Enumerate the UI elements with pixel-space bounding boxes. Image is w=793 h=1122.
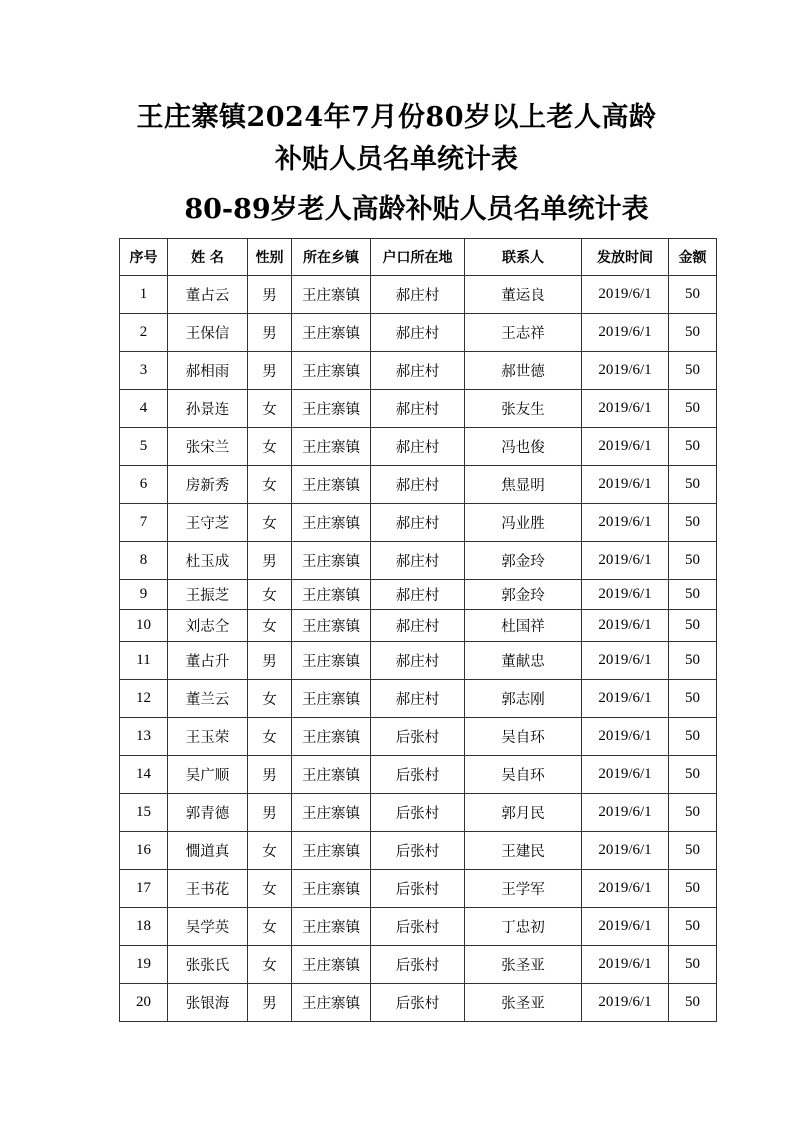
cell-issue-date: 2019/6/1 bbox=[582, 870, 669, 908]
cell-township: 王庄寨镇 bbox=[292, 946, 371, 984]
cell-name: 王保信 bbox=[168, 314, 248, 352]
cell-issue-date: 2019/6/1 bbox=[582, 718, 669, 756]
cell-name: 王书花 bbox=[168, 870, 248, 908]
cell-registered-residence: 后张村 bbox=[371, 794, 465, 832]
cell-township: 王庄寨镇 bbox=[292, 542, 371, 580]
table-row bbox=[120, 390, 717, 428]
cell-name: 董占云 bbox=[168, 276, 248, 314]
cell-gender: 女 bbox=[248, 466, 292, 504]
cell-registered-residence: 郝庄村 bbox=[371, 466, 465, 504]
cell-registered-residence: 后张村 bbox=[371, 870, 465, 908]
cell-amount: 50 bbox=[669, 610, 717, 642]
cell-registered-residence: 后张村 bbox=[371, 832, 465, 870]
table-row bbox=[120, 428, 717, 466]
cell-issue-date: 2019/6/1 bbox=[582, 642, 669, 680]
cell-township: 王庄寨镇 bbox=[292, 390, 371, 428]
cell-index: 1 bbox=[120, 276, 168, 314]
cell-issue-date: 2019/6/1 bbox=[582, 542, 669, 580]
cell-amount: 50 bbox=[669, 946, 717, 984]
cell-registered-residence: 郝庄村 bbox=[371, 504, 465, 542]
table-row bbox=[120, 314, 717, 352]
table-row bbox=[120, 466, 717, 504]
cell-index: 4 bbox=[120, 390, 168, 428]
header-registered-residence: 户口所在地 bbox=[371, 239, 465, 276]
header-issue-date: 发放时间 bbox=[582, 239, 669, 276]
cell-gender: 女 bbox=[248, 610, 292, 642]
cell-contact: 董运良 bbox=[465, 276, 582, 314]
cell-amount: 50 bbox=[669, 718, 717, 756]
cell-index: 7 bbox=[120, 504, 168, 542]
cell-amount: 50 bbox=[669, 276, 717, 314]
cell-township: 王庄寨镇 bbox=[292, 314, 371, 352]
cell-index: 10 bbox=[120, 610, 168, 642]
table-row bbox=[120, 908, 717, 946]
table-row bbox=[120, 276, 717, 314]
cell-gender: 男 bbox=[248, 984, 292, 1022]
header-name: 姓 名 bbox=[168, 239, 248, 276]
cell-name: 王守芝 bbox=[168, 504, 248, 542]
cell-registered-residence: 郝庄村 bbox=[371, 428, 465, 466]
cell-township: 王庄寨镇 bbox=[292, 580, 371, 610]
cell-township: 王庄寨镇 bbox=[292, 832, 371, 870]
cell-gender: 女 bbox=[248, 870, 292, 908]
cell-gender: 女 bbox=[248, 718, 292, 756]
cell-index: 13 bbox=[120, 718, 168, 756]
cell-registered-residence: 后张村 bbox=[371, 908, 465, 946]
cell-township: 王庄寨镇 bbox=[292, 642, 371, 680]
cell-issue-date: 2019/6/1 bbox=[582, 390, 669, 428]
cell-gender: 女 bbox=[248, 946, 292, 984]
table-row bbox=[120, 542, 717, 580]
table-row bbox=[120, 832, 717, 870]
cell-name: 董兰云 bbox=[168, 680, 248, 718]
cell-township: 王庄寨镇 bbox=[292, 610, 371, 642]
table-row bbox=[120, 680, 717, 718]
cell-amount: 50 bbox=[669, 542, 717, 580]
cell-issue-date: 2019/6/1 bbox=[582, 580, 669, 610]
cell-gender: 男 bbox=[248, 352, 292, 390]
cell-index: 6 bbox=[120, 466, 168, 504]
cell-index: 12 bbox=[120, 680, 168, 718]
cell-registered-residence: 郝庄村 bbox=[371, 642, 465, 680]
cell-contact: 焦显明 bbox=[465, 466, 582, 504]
cell-gender: 男 bbox=[248, 542, 292, 580]
cell-name: 郝相雨 bbox=[168, 352, 248, 390]
cell-gender: 女 bbox=[248, 832, 292, 870]
cell-contact: 丁忠初 bbox=[465, 908, 582, 946]
table-row bbox=[120, 642, 717, 680]
header-amount: 金额 bbox=[669, 239, 717, 276]
cell-registered-residence: 郝庄村 bbox=[371, 680, 465, 718]
table-row bbox=[120, 580, 717, 610]
cell-index: 2 bbox=[120, 314, 168, 352]
cell-registered-residence: 郝庄村 bbox=[371, 276, 465, 314]
table-header-row bbox=[120, 239, 717, 276]
cell-contact: 董献忠 bbox=[465, 642, 582, 680]
cell-name: 张宋兰 bbox=[168, 428, 248, 466]
cell-index: 19 bbox=[120, 946, 168, 984]
cell-gender: 男 bbox=[248, 794, 292, 832]
cell-contact: 张圣亚 bbox=[465, 984, 582, 1022]
document-title-line2: 补贴人员名单统计表 bbox=[275, 144, 518, 175]
cell-amount: 50 bbox=[669, 794, 717, 832]
cell-amount: 50 bbox=[669, 466, 717, 504]
cell-contact: 郭志刚 bbox=[465, 680, 582, 718]
cell-contact: 郭月民 bbox=[465, 794, 582, 832]
header-index: 序号 bbox=[120, 239, 168, 276]
cell-issue-date: 2019/6/1 bbox=[582, 680, 669, 718]
cell-amount: 50 bbox=[669, 680, 717, 718]
table-row bbox=[120, 718, 717, 756]
cell-contact: 郝世德 bbox=[465, 352, 582, 390]
cell-issue-date: 2019/6/1 bbox=[582, 504, 669, 542]
cell-index: 20 bbox=[120, 984, 168, 1022]
cell-name: 憪道真 bbox=[168, 832, 248, 870]
cell-contact: 郭金玲 bbox=[465, 542, 582, 580]
cell-index: 3 bbox=[120, 352, 168, 390]
cell-township: 王庄寨镇 bbox=[292, 276, 371, 314]
cell-name: 王振芝 bbox=[168, 580, 248, 610]
cell-township: 王庄寨镇 bbox=[292, 984, 371, 1022]
table-row bbox=[120, 870, 717, 908]
cell-amount: 50 bbox=[669, 580, 717, 610]
cell-index: 8 bbox=[120, 542, 168, 580]
cell-registered-residence: 郝庄村 bbox=[371, 542, 465, 580]
table-row bbox=[120, 610, 717, 642]
cell-gender: 男 bbox=[248, 314, 292, 352]
cell-name: 吴学英 bbox=[168, 908, 248, 946]
cell-issue-date: 2019/6/1 bbox=[582, 946, 669, 984]
header-gender: 性别 bbox=[248, 239, 292, 276]
cell-township: 王庄寨镇 bbox=[292, 466, 371, 504]
cell-registered-residence: 后张村 bbox=[371, 946, 465, 984]
cell-issue-date: 2019/6/1 bbox=[582, 428, 669, 466]
cell-gender: 男 bbox=[248, 642, 292, 680]
cell-registered-residence: 后张村 bbox=[371, 984, 465, 1022]
cell-registered-residence: 郝庄村 bbox=[371, 580, 465, 610]
cell-registered-residence: 郝庄村 bbox=[371, 390, 465, 428]
cell-amount: 50 bbox=[669, 984, 717, 1022]
table-row bbox=[120, 352, 717, 390]
cell-gender: 女 bbox=[248, 680, 292, 718]
cell-index: 5 bbox=[120, 428, 168, 466]
cell-gender: 男 bbox=[248, 276, 292, 314]
cell-amount: 50 bbox=[669, 756, 717, 794]
cell-amount: 50 bbox=[669, 642, 717, 680]
cell-issue-date: 2019/6/1 bbox=[582, 276, 669, 314]
cell-name: 孙景连 bbox=[168, 390, 248, 428]
cell-index: 14 bbox=[120, 756, 168, 794]
cell-index: 9 bbox=[120, 580, 168, 610]
cell-name: 郭青德 bbox=[168, 794, 248, 832]
cell-contact: 王学军 bbox=[465, 870, 582, 908]
cell-name: 张张氏 bbox=[168, 946, 248, 984]
table-row bbox=[120, 984, 717, 1022]
cell-issue-date: 2019/6/1 bbox=[582, 756, 669, 794]
cell-township: 王庄寨镇 bbox=[292, 794, 371, 832]
cell-amount: 50 bbox=[669, 352, 717, 390]
cell-issue-date: 2019/6/1 bbox=[582, 352, 669, 390]
table-row bbox=[120, 794, 717, 832]
table-body bbox=[120, 276, 717, 1022]
cell-amount: 50 bbox=[669, 504, 717, 542]
cell-contact: 吴自环 bbox=[465, 718, 582, 756]
subsidy-roster-table bbox=[119, 238, 717, 1022]
cell-gender: 女 bbox=[248, 390, 292, 428]
cell-gender: 女 bbox=[248, 908, 292, 946]
cell-name: 王玉荣 bbox=[168, 718, 248, 756]
table-row bbox=[120, 946, 717, 984]
cell-index: 11 bbox=[120, 642, 168, 680]
table-row bbox=[120, 756, 717, 794]
cell-issue-date: 2019/6/1 bbox=[582, 610, 669, 642]
cell-township: 王庄寨镇 bbox=[292, 756, 371, 794]
table-row bbox=[120, 504, 717, 542]
cell-registered-residence: 郝庄村 bbox=[371, 352, 465, 390]
cell-contact: 郭金玲 bbox=[465, 580, 582, 610]
cell-issue-date: 2019/6/1 bbox=[582, 984, 669, 1022]
cell-name: 董占升 bbox=[168, 642, 248, 680]
cell-township: 王庄寨镇 bbox=[292, 870, 371, 908]
cell-registered-residence: 后张村 bbox=[371, 756, 465, 794]
cell-contact: 吴自环 bbox=[465, 756, 582, 794]
cell-registered-residence: 郝庄村 bbox=[371, 610, 465, 642]
cell-name: 张银海 bbox=[168, 984, 248, 1022]
cell-contact: 杜国祥 bbox=[465, 610, 582, 642]
cell-amount: 50 bbox=[669, 314, 717, 352]
cell-contact: 张友生 bbox=[465, 390, 582, 428]
table-subtitle: 80-89岁老人高龄补贴人员名单统计表 bbox=[184, 194, 649, 225]
header-township: 所在乡镇 bbox=[292, 239, 371, 276]
cell-contact: 张圣亚 bbox=[465, 946, 582, 984]
cell-township: 王庄寨镇 bbox=[292, 908, 371, 946]
cell-gender: 女 bbox=[248, 580, 292, 610]
cell-amount: 50 bbox=[669, 390, 717, 428]
header-contact: 联系人 bbox=[465, 239, 582, 276]
cell-name: 吴广顺 bbox=[168, 756, 248, 794]
cell-issue-date: 2019/6/1 bbox=[582, 794, 669, 832]
cell-amount: 50 bbox=[669, 832, 717, 870]
cell-amount: 50 bbox=[669, 908, 717, 946]
cell-township: 王庄寨镇 bbox=[292, 680, 371, 718]
cell-township: 王庄寨镇 bbox=[292, 504, 371, 542]
cell-township: 王庄寨镇 bbox=[292, 352, 371, 390]
cell-index: 16 bbox=[120, 832, 168, 870]
cell-name: 杜玉成 bbox=[168, 542, 248, 580]
cell-gender: 女 bbox=[248, 428, 292, 466]
cell-amount: 50 bbox=[669, 428, 717, 466]
cell-issue-date: 2019/6/1 bbox=[582, 832, 669, 870]
cell-name: 刘志仝 bbox=[168, 610, 248, 642]
cell-contact: 王建民 bbox=[465, 832, 582, 870]
cell-registered-residence: 郝庄村 bbox=[371, 314, 465, 352]
cell-issue-date: 2019/6/1 bbox=[582, 466, 669, 504]
cell-township: 王庄寨镇 bbox=[292, 428, 371, 466]
cell-gender: 女 bbox=[248, 504, 292, 542]
cell-registered-residence: 后张村 bbox=[371, 718, 465, 756]
cell-index: 17 bbox=[120, 870, 168, 908]
cell-contact: 冯业胜 bbox=[465, 504, 582, 542]
cell-contact: 冯也俊 bbox=[465, 428, 582, 466]
cell-issue-date: 2019/6/1 bbox=[582, 908, 669, 946]
cell-name: 房新秀 bbox=[168, 466, 248, 504]
cell-contact: 王志祥 bbox=[465, 314, 582, 352]
cell-amount: 50 bbox=[669, 870, 717, 908]
document-title-line1: 王庄寨镇2024年7月份80岁以上老人高龄 bbox=[136, 102, 657, 133]
cell-issue-date: 2019/6/1 bbox=[582, 314, 669, 352]
cell-index: 15 bbox=[120, 794, 168, 832]
cell-index: 18 bbox=[120, 908, 168, 946]
cell-township: 王庄寨镇 bbox=[292, 718, 371, 756]
cell-gender: 男 bbox=[248, 756, 292, 794]
